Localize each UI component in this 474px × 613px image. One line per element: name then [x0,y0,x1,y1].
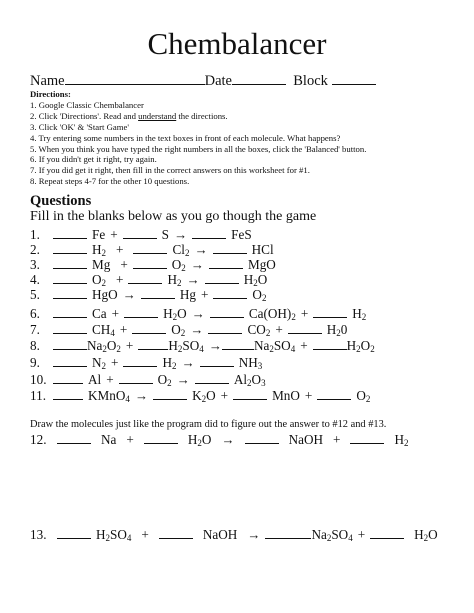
student-info-line [30,72,450,89]
blank[interactable] [53,337,87,350]
blank[interactable] [205,271,239,284]
question-4: 4. $O_2 + H_2 \to H_2O$ [30,272,268,288]
direction-step: 8. Repeat steps 4-7 for the other 10 questions. [30,176,190,187]
blank[interactable] [123,226,157,239]
blank[interactable] [53,286,87,299]
blank[interactable] [233,387,267,400]
name-blank[interactable] [65,72,205,85]
blank[interactable] [209,256,243,269]
blank[interactable] [370,526,404,539]
block-blank[interactable] [332,72,376,85]
blank[interactable] [141,286,175,299]
direction-step: 3. Click 'OK' & 'Start Game' [30,121,129,132]
blank[interactable] [53,226,87,239]
question-10: 10. $Al + O_2 \to Al_2O_3$ [30,372,266,388]
draw-note: Draw the molecules just like the program did to figure out the answer to #12 and #13. [30,419,387,430]
blank[interactable] [245,431,279,444]
blank[interactable] [57,431,91,444]
question-5: 5. HgO → $Hg + O_2$ [30,287,267,303]
blank[interactable] [350,431,384,444]
direction-step: 5. When you think you have typed the right numbers in all the boxes, click the 'Balanced' button. [30,143,367,154]
question-7: 7. $CH_4 + O_2 \to CO_2 + H_20$ [30,322,348,338]
question-1: 1. Fe + S → FeS [30,227,252,242]
blank[interactable] [195,371,229,384]
blank[interactable] [53,241,87,254]
blank[interactable] [53,305,87,318]
blank[interactable] [124,305,158,318]
question-9: 9. $N_2 + H_2 \to NH_3$ [30,355,263,371]
blank[interactable] [288,321,322,334]
blank[interactable] [213,241,247,254]
direction-step: 7. If you did get it right, then fill in the correct answers on this worksheet for #1. [30,165,310,176]
blank[interactable] [128,271,162,284]
blank[interactable] [133,256,167,269]
question-8: 8. $Na_2O_2 + H_2SO_4 \to Na_2SO_4 + H_2O_2$ [30,338,375,354]
blank[interactable] [222,337,254,350]
direction-step: 1. Google Classic Chembalancer [30,99,144,110]
blank[interactable] [53,354,87,367]
blank[interactable] [53,271,87,284]
question-12: 12. $Na + H_2O$ → NaOH + $H_2$ [30,432,409,448]
underlined-word: understand [138,110,177,121]
blank[interactable] [144,431,178,444]
blank[interactable] [138,337,168,350]
blank[interactable] [57,526,91,539]
blank[interactable] [192,226,226,239]
questions-heading: Questions [30,193,92,209]
blank[interactable] [159,526,193,539]
direction-step: 4. Try entering some numbers in the text boxes in front of each molecule. What happens? [30,132,341,143]
blank[interactable] [133,241,167,254]
date-blank[interactable] [232,72,286,85]
question-11: 11. KMnO$_4$ → $K_2O$ + MnO + $O_2$ [30,388,371,404]
blank[interactable] [153,387,187,400]
blank[interactable] [119,371,153,384]
name-label: Name [30,73,65,89]
date-label: Date [204,73,232,89]
blank[interactable] [53,371,83,384]
blank[interactable] [132,321,166,334]
blank[interactable] [123,354,157,367]
question-2: 2. $H_2 + Cl_2$ → HCl [30,242,274,258]
directions-block [30,89,460,187]
blank[interactable] [213,286,247,299]
blank[interactable] [313,337,347,350]
blank[interactable] [210,305,244,318]
instruction-text: Fill in the blanks below as you go though the game [30,209,317,224]
blank[interactable] [200,354,234,367]
question-6: 6. $Ca + H_2O \to Ca(OH)_2 + H_2$ [30,306,367,322]
blank[interactable] [208,321,242,334]
blank[interactable] [317,387,351,400]
direction-step: 2. Click 'Directions'. Read and understand the directions. [30,110,228,121]
directions-label: Directions: [30,89,71,99]
blank[interactable] [265,526,311,539]
blank[interactable] [313,305,347,318]
page-title: Chembalancer [147,26,327,61]
question-3: 3. $Mg + O_2$ → MgO [30,257,276,273]
blank[interactable] [53,321,87,334]
question-13: 13. $H_2SO_4$ + NaOH → $Na_2SO_4 + H_2O$ [30,527,438,543]
block-label: Block [293,73,328,89]
blank[interactable] [53,256,87,269]
direction-step: 6. If you didn't get it right, try again. [30,154,157,165]
blank[interactable] [53,387,83,400]
